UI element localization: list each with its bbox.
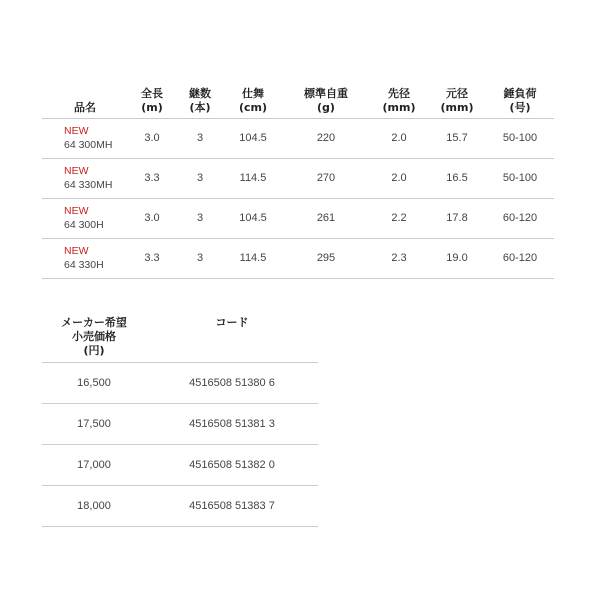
table-row — [42, 198, 554, 238]
weight-cell: 270 — [316, 172, 336, 184]
table-row — [42, 362, 318, 403]
header-code: コード — [215, 316, 249, 329]
new-badge: NEW — [64, 245, 89, 257]
sinker-cell: 60-120 — [502, 252, 538, 264]
header-sinker: 錘負荷 (号) — [503, 86, 537, 114]
header-pieces: 継数 (本) — [189, 86, 211, 114]
pieces-cell: 3 — [196, 132, 204, 144]
price-cell: 17,500 — [77, 417, 111, 430]
model-cell — [42, 238, 128, 278]
model-name: 64 300MH — [64, 139, 113, 151]
price-cell: 16,500 — [77, 376, 111, 389]
new-badge: NEW — [64, 205, 89, 217]
tip-cell: 2.0 — [391, 132, 407, 144]
length-cell: 3.3 — [144, 252, 160, 264]
spec-header — [42, 74, 554, 118]
table-row — [42, 158, 554, 198]
price-body — [42, 362, 318, 526]
butt-cell: 15.7 — [446, 132, 468, 144]
spec-header-row — [42, 74, 554, 118]
header-name: 品名 — [74, 100, 96, 114]
spec-table — [42, 74, 554, 279]
model-name: 64 330MH — [64, 179, 113, 191]
code-cell: 4516508 51383 7 — [189, 499, 275, 512]
tip-cell: 2.0 — [391, 172, 407, 184]
code-cell: 4516508 51381 3 — [189, 417, 275, 430]
sinker-cell: 50-100 — [502, 132, 538, 144]
closed-cell: 104.5 — [239, 132, 267, 144]
code-cell: 4516508 51380 6 — [189, 376, 275, 389]
pieces-cell: 3 — [196, 252, 204, 264]
sinker-cell: 60-120 — [502, 212, 538, 224]
table-row — [42, 118, 554, 158]
new-badge: NEW — [64, 165, 89, 177]
code-cell: 4516508 51382 0 — [189, 458, 275, 471]
model-name: 64 300H — [64, 219, 104, 231]
closed-cell: 104.5 — [239, 212, 267, 224]
tip-cell: 2.2 — [391, 212, 407, 224]
table-row — [42, 403, 318, 444]
table-row — [42, 485, 318, 526]
weight-cell: 295 — [316, 252, 336, 264]
table-row — [42, 238, 554, 278]
header-tip: 先径 (mm) — [382, 86, 416, 114]
spec-body — [42, 118, 554, 278]
header-weight: 標準自重 (g) — [304, 86, 348, 114]
table-row — [42, 444, 318, 485]
header-length: 全長 (m) — [141, 86, 163, 114]
tip-cell: 2.3 — [391, 252, 407, 264]
new-badge: NEW — [64, 125, 89, 137]
price-cell: 17,000 — [77, 458, 111, 471]
length-cell: 3.0 — [144, 212, 160, 224]
price-table — [42, 316, 318, 527]
butt-cell: 19.0 — [446, 252, 468, 264]
butt-cell: 17.8 — [446, 212, 468, 224]
pieces-cell: 3 — [196, 212, 204, 224]
header-closed: 仕舞 (cm) — [238, 86, 268, 114]
header-price: メーカー希望 小売価格 (円) — [61, 316, 127, 357]
model-name: 64 330H — [64, 259, 104, 271]
closed-cell: 114.5 — [239, 172, 267, 184]
length-cell: 3.0 — [144, 132, 160, 144]
sinker-cell: 50-100 — [502, 172, 538, 184]
header-butt: 元径 (mm) — [440, 86, 474, 114]
weight-cell: 220 — [316, 132, 336, 144]
pieces-cell: 3 — [196, 172, 204, 184]
price-cell: 18,000 — [77, 499, 111, 512]
model-cell — [42, 158, 128, 198]
model-cell — [42, 198, 128, 238]
model-cell — [42, 118, 128, 158]
length-cell: 3.3 — [144, 172, 160, 184]
butt-cell: 16.5 — [446, 172, 468, 184]
closed-cell: 114.5 — [239, 252, 267, 264]
price-header-row — [42, 316, 318, 362]
price-header — [42, 316, 318, 362]
weight-cell: 261 — [316, 212, 336, 224]
